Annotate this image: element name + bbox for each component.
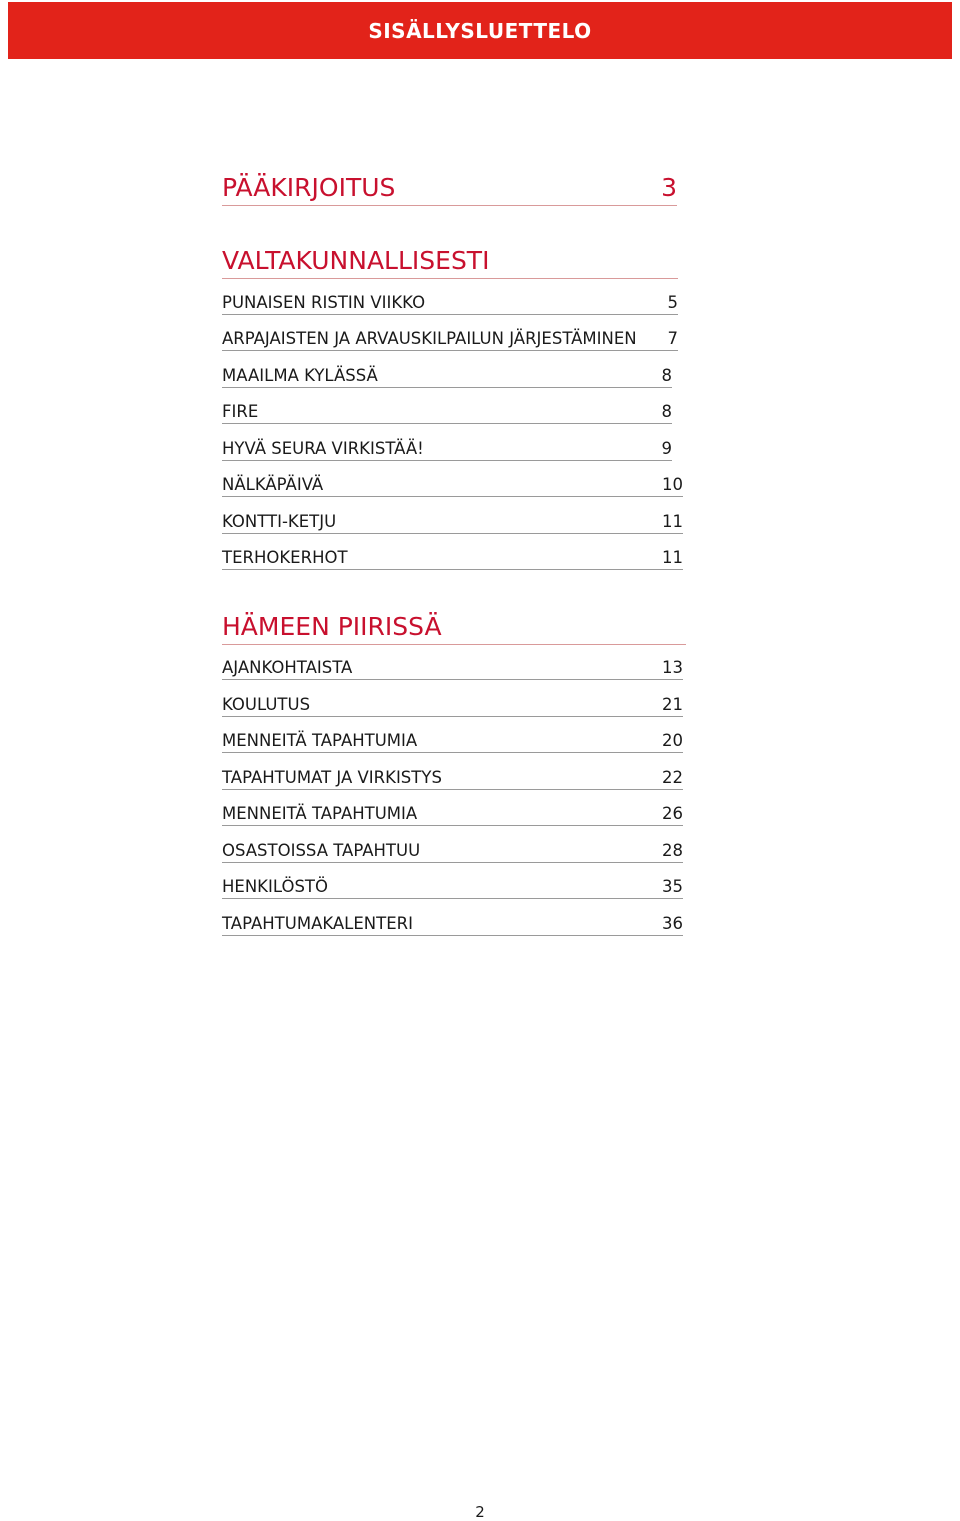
toc-item[interactable] (222, 402, 672, 424)
toc-page-number: 8 (661, 402, 672, 421)
toc-page-number: 21 (662, 695, 683, 714)
toc-item-label: TAPAHTUMAT JA VIRKISTYS (222, 768, 442, 787)
toc-item-label: NÄLKÄPÄIVÄ (222, 475, 324, 494)
toc-item[interactable] (222, 475, 683, 497)
toc-page-number: 3 (661, 173, 677, 202)
toc-item[interactable] (222, 695, 683, 717)
toc-section-valtakunnallisesti (222, 245, 678, 279)
toc-page-number: 5 (667, 293, 678, 312)
toc-item-label: MENNEITÄ TAPAHTUMIA (222, 731, 418, 750)
toc-section-paakirjoitus[interactable] (222, 172, 677, 206)
toc-item-label: MAAILMA KYLÄSSÄ (222, 366, 378, 385)
header-bar (8, 2, 952, 59)
toc-item-label: FIRE (222, 402, 259, 421)
toc-item[interactable] (222, 914, 683, 936)
toc-item-label: MENNEITÄ TAPAHTUMIA (222, 804, 418, 823)
toc-item[interactable] (222, 768, 683, 790)
toc-page-number: 8 (661, 366, 672, 385)
toc-page-number: 9 (661, 439, 672, 458)
toc-item[interactable] (222, 841, 683, 863)
toc-item-label: KONTTI-KETJU (222, 512, 337, 531)
toc-item-label: ARPAJAISTEN JA ARVAUSKILPAILUN JÄRJESTÄMINEN (222, 329, 637, 348)
toc-item[interactable] (222, 512, 683, 534)
toc-item-label: HENKILÖSTÖ (222, 877, 328, 896)
toc-page-number: 10 (662, 475, 683, 494)
toc-page-number: 36 (662, 914, 683, 933)
toc-page-number: 22 (662, 768, 683, 787)
toc-item-label: AJANKOHTAISTA (222, 658, 353, 677)
toc-section-hameen-piirissa (222, 611, 686, 645)
toc-item-label: TAPAHTUMAKALENTERI (222, 914, 413, 933)
toc-page-number: 13 (662, 658, 683, 677)
toc-section-label: VALTAKUNNALLISESTI (222, 246, 490, 275)
toc-page-number: 11 (662, 548, 683, 567)
toc-section-label: HÄMEEN PIIRISSÄ (222, 612, 442, 641)
toc-item-label: OSASTOISSA TAPAHTUU (222, 841, 421, 860)
toc-item[interactable] (222, 366, 672, 388)
toc-item-label: TERHOKERHOT (222, 548, 348, 567)
footer-page-number: 2 (475, 1503, 485, 1521)
toc-item[interactable] (222, 658, 683, 680)
toc-item-label: KOULUTUS (222, 695, 311, 714)
toc-item[interactable] (222, 293, 678, 315)
toc-item-label: PUNAISEN RISTIN VIIKKO (222, 293, 426, 312)
toc-page-number: 26 (662, 804, 683, 823)
toc-page-number: 28 (662, 841, 683, 860)
toc-item[interactable] (222, 877, 683, 899)
toc-item-label: HYVÄ SEURA VIRKISTÄÄ! (222, 439, 424, 458)
toc-item[interactable] (222, 804, 683, 826)
toc-page-number: 11 (662, 512, 683, 531)
toc-page-number: 35 (662, 877, 683, 896)
toc-page-number: 20 (662, 731, 683, 750)
page-title: SISÄLLYSLUETTELO (368, 18, 592, 43)
toc-item[interactable] (222, 439, 672, 461)
toc-item[interactable] (222, 329, 678, 351)
toc-item[interactable] (222, 548, 683, 570)
toc-section-label: PÄÄKIRJOITUS (222, 173, 396, 202)
toc-page-number: 7 (667, 329, 678, 348)
toc-item[interactable] (222, 731, 683, 753)
